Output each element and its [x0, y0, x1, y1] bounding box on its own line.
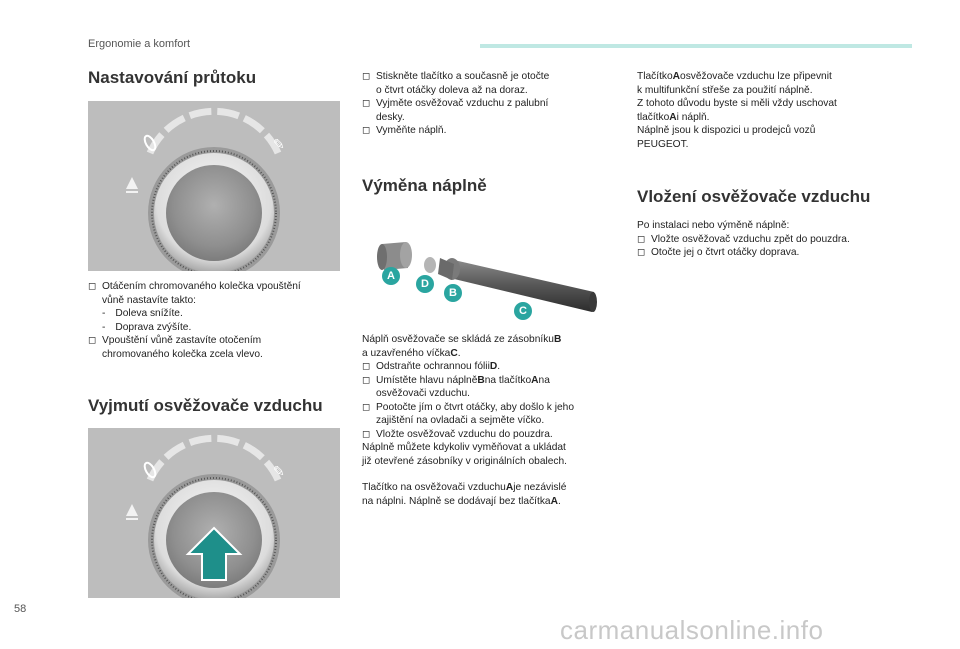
- text-line: Tlačítko na osvěžovači vzduchu A je nezávislé: [362, 482, 567, 493]
- heading-insert: Vložení osvěžovače vzduchu: [637, 187, 871, 206]
- button-note: [637, 70, 907, 151]
- header-accent-bar: [480, 44, 912, 48]
- text-line: Náplně můžete kdykoliv vyměňovat a ukládat: [362, 442, 566, 453]
- refill-description: [362, 333, 627, 508]
- bullet-icon: ◻: [362, 361, 371, 372]
- text-line: chromovaného kolečka zcela vlevo.: [102, 348, 263, 360]
- text-line: PEUGEOT.: [637, 138, 689, 150]
- text-line: a uzavřeného víčka C .: [362, 347, 461, 359]
- text-line: desky.: [376, 111, 405, 123]
- text-line: k multifunkční střeše za použití náplně.: [637, 84, 813, 96]
- list-item: ◻ Vložte osvěžovač vzduchu zpět do pouzdra.: [637, 233, 850, 245]
- insert-steps: [637, 219, 912, 260]
- list-item: ◻ Vyjměte osvěžovač vzduchu z palubní: [362, 98, 549, 109]
- bullet-icon: ◻: [637, 247, 646, 258]
- svg-text:✎: ✎: [273, 464, 285, 480]
- text-line: Z tohoto důvodu byste si měli vždy uschovat: [637, 98, 837, 109]
- bullet-icon: ◻: [637, 233, 646, 245]
- dial-illustration: [88, 101, 340, 271]
- list-item: ◻ Otočte jej o čtvrt otáčky doprava.: [637, 247, 800, 258]
- text-line: Náplně jsou k dispozici u prodejců vozů: [637, 125, 816, 136]
- removal-steps: [362, 70, 622, 138]
- list-item: - Doprava zvýšíte.: [102, 321, 192, 333]
- list-item: ◻ Stiskněte tlačítko a současně je otočte: [362, 71, 550, 82]
- list-item: ◻ Pootočte jím o čtvrt otáčky, aby došlo k jeho: [362, 401, 574, 413]
- text-line: již otevřené zásobníky v originálních obalech.: [362, 455, 567, 467]
- heading-removal: Vyjmutí osvěžovače vzduchu: [88, 396, 323, 415]
- text-line: Náplň osvěžovače se skládá ze zásobníku B: [362, 334, 562, 345]
- text-line: vůně nastavíte takto:: [102, 294, 197, 306]
- list-item: ◻ Vložte osvěžovač vzduchu do pouzdra.: [362, 428, 553, 440]
- text-line: na náplni. Náplně se dodávají bez tlačítka A .: [362, 495, 561, 507]
- bullet-icon: ◻: [88, 335, 97, 346]
- section-title: Ergonomie a komfort: [88, 38, 191, 50]
- photo-dial-adjust: [88, 101, 340, 271]
- list-item: ◻ Vpouštění vůně zastavíte otočením: [88, 335, 262, 346]
- page-number: 58: [14, 603, 27, 615]
- text-line: zajištění na ovladači a sejměte víčko.: [376, 415, 545, 426]
- text-line: Po instalaci nebo výměně náplně:: [637, 220, 790, 231]
- refill-diagram: [362, 220, 612, 330]
- bullet-icon: ◻: [362, 98, 371, 109]
- callout-c: C: [514, 302, 532, 320]
- bullet-icon: ◻: [88, 281, 97, 292]
- list-item: - Doleva snížíte.: [102, 308, 183, 319]
- bullet-icon: ◻: [362, 71, 371, 82]
- bullet-icon: ◻: [362, 428, 371, 440]
- bullet-icon: ◻: [362, 401, 371, 413]
- photo-dial-remove: [88, 428, 340, 598]
- heading-refill-replace: Výměna náplně: [362, 176, 487, 195]
- text-line: osvěžovači vzduchu.: [376, 388, 471, 399]
- list-item: ◻ Umístěte hlavu náplně B na tlačítko A na: [362, 374, 550, 386]
- callout-a: A: [382, 267, 400, 285]
- watermark: carmanualsonline.info: [560, 615, 824, 645]
- svg-text:✎: ✎: [273, 137, 285, 153]
- flow-instructions: [88, 280, 348, 361]
- heading-flow-adjustment: Nastavování průtoku: [88, 68, 257, 87]
- text-line: o čtvrt otáčky doleva až na doraz.: [376, 84, 528, 96]
- list-item: ◻ Otáčením chromovaného kolečka vpouštění: [88, 281, 301, 292]
- bullet-icon: ◻: [362, 374, 371, 386]
- callout-b: B: [444, 284, 462, 302]
- callout-d: D: [416, 275, 434, 293]
- list-item: ◻ Odstraňte ochrannou fólii D .: [362, 361, 501, 372]
- dial-remove-illustration: [88, 428, 340, 598]
- text-line: Tlačítko A osvěžovače vzduchu lze připevnit: [637, 71, 832, 82]
- list-item: ◻ Vyměňte náplň.: [362, 125, 447, 136]
- bullet-icon: ◻: [362, 125, 371, 136]
- text-line: tlačítko A i náplň.: [637, 111, 710, 123]
